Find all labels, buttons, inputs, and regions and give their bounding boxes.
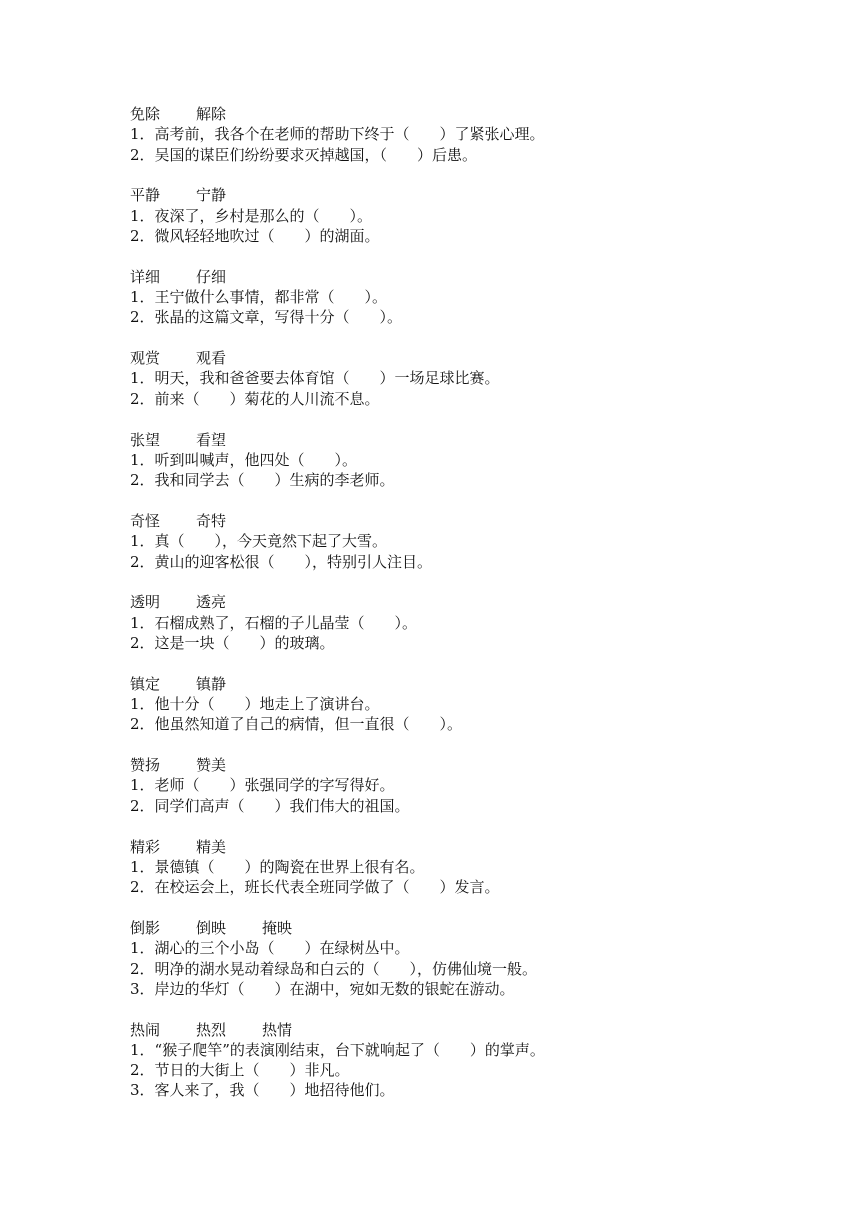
- word-choices: [130, 755, 770, 775]
- fill-blank-sentence: 1．他十分（ ）地走上了演讲台。: [130, 695, 380, 714]
- word-choice: 镇静: [196, 674, 227, 693]
- word-choices: [130, 837, 770, 857]
- word-choice: 镇定: [130, 674, 161, 693]
- word-choices: [130, 104, 770, 124]
- word-choice: 热烈: [196, 1020, 227, 1039]
- word-choice: 免除: [130, 105, 161, 123]
- word-choice: 热闹: [130, 1020, 161, 1039]
- fill-blank-sentence: 3．岸边的华灯（ ）在湖中，宛如无数的银蛇在游动。: [130, 979, 515, 998]
- word-choice: 解除: [196, 105, 227, 123]
- word-choice: 倒影: [130, 918, 161, 937]
- fill-blank-sentence: 2．节日的大街上（ ）非凡。: [130, 1061, 350, 1080]
- word-group: [130, 918, 770, 999]
- word-choice: 宁静: [196, 186, 227, 205]
- word-group: [130, 511, 770, 572]
- word-choices: [130, 348, 770, 368]
- exercise-list: [130, 104, 770, 1121]
- word-group: [130, 592, 770, 653]
- fill-blank-sentence: 2．这是一块（ ）的玻璃。: [130, 633, 335, 652]
- fill-blank-sentence: 3．客人来了，我（ ）地招待他们。: [130, 1081, 395, 1100]
- fill-blank-sentence: 2．前来（ ）菊花的人川流不息。: [130, 389, 380, 408]
- fill-blank-sentence: 1．明天，我和爸爸要去体育馆（ ）一场足球比赛。: [130, 369, 500, 388]
- word-choice: 张望: [130, 430, 161, 449]
- word-choice: 透明: [130, 593, 161, 612]
- word-choice: 详细: [130, 267, 161, 286]
- fill-blank-sentence: 1．真（ ），今天竟然下起了大雪。: [130, 532, 388, 551]
- fill-blank-sentence: 2．他虽然知道了自己的病情，但一直很（ ）。: [130, 715, 463, 734]
- word-group: [130, 1020, 770, 1101]
- word-group: [130, 267, 770, 328]
- word-choice: 精彩: [130, 837, 161, 856]
- fill-blank-sentence: 1．老师（ ）张强同学的字写得好。: [130, 776, 395, 795]
- word-choice: 热情: [262, 1020, 293, 1039]
- word-choices: [130, 918, 770, 938]
- word-group: [130, 348, 770, 409]
- word-choice: 赞扬: [130, 756, 161, 775]
- fill-blank-sentence: 1．高考前，我各个在老师的帮助下终于（ ）了紧张心理。: [130, 125, 545, 144]
- word-group: [130, 185, 770, 246]
- fill-blank-sentence: 2．在校运会上，班长代表全班同学做了（ ）发言。: [130, 878, 500, 897]
- fill-blank-sentence: 1．石榴成熟了，石榴的子儿晶莹（ ）。: [130, 613, 418, 632]
- fill-blank-sentence: 2．明净的湖水晃动着绿岛和白云的（ ），仿佛仙境一般。: [130, 959, 538, 978]
- word-choice: 赞美: [196, 756, 227, 775]
- word-choices: [130, 430, 770, 450]
- fill-blank-sentence: 1．夜深了，乡村是那么的（ ）。: [130, 206, 373, 225]
- word-choice: 奇特: [196, 511, 227, 530]
- word-choices: [130, 674, 770, 694]
- fill-blank-sentence: 1．王宁做什么事情，都非常（ ）。: [130, 288, 388, 307]
- word-choices: [130, 185, 770, 205]
- fill-blank-sentence: 2．吴国的谋臣们纷纷要求灭掉越国，（ ）后患。: [130, 145, 478, 164]
- word-choice: 掩映: [262, 918, 293, 937]
- word-choice: 倒映: [196, 918, 227, 937]
- word-choice: 透亮: [196, 593, 227, 612]
- word-choice: 奇怪: [130, 511, 161, 530]
- word-group: [130, 837, 770, 898]
- word-choice: 观看: [196, 349, 227, 368]
- fill-blank-sentence: 1．湖心的三个小岛（ ）在绿树丛中。: [130, 939, 410, 958]
- fill-blank-sentence: 2．黄山的迎客松很（ ），特别引人注目。: [130, 552, 433, 571]
- word-choices: [130, 267, 770, 287]
- word-choices: [130, 1020, 770, 1040]
- word-group: [130, 755, 770, 816]
- fill-blank-sentence: 1．“猴子爬竿”的表演刚结束，台下就响起了（ ）的掌声。: [130, 1040, 545, 1059]
- fill-blank-sentence: 2．同学们高声（ ）我们伟大的祖国。: [130, 796, 410, 815]
- fill-blank-sentence: 2．张晶的这篇文章，写得十分（ ）。: [130, 308, 403, 327]
- fill-blank-sentence: 2．我和同学去（ ）生病的李老师。: [130, 471, 395, 490]
- word-choice: 看望: [196, 430, 227, 449]
- fill-blank-sentence: 2．微风轻轻地吹过（ ）的湖面。: [130, 226, 380, 245]
- fill-blank-sentence: 1．景德镇（ ）的陶瓷在世界上很有名。: [130, 857, 425, 876]
- word-choice: 仔细: [196, 267, 227, 286]
- word-choice: 精美: [196, 837, 227, 856]
- word-choices: [130, 592, 770, 612]
- word-choice: 平静: [130, 186, 161, 205]
- word-group: [130, 674, 770, 735]
- word-group: [130, 104, 770, 165]
- word-group: [130, 430, 770, 491]
- fill-blank-sentence: 1．听到叫喊声，他四处（ ）。: [130, 450, 358, 469]
- word-choices: [130, 511, 770, 531]
- word-choice: 观赏: [130, 349, 161, 368]
